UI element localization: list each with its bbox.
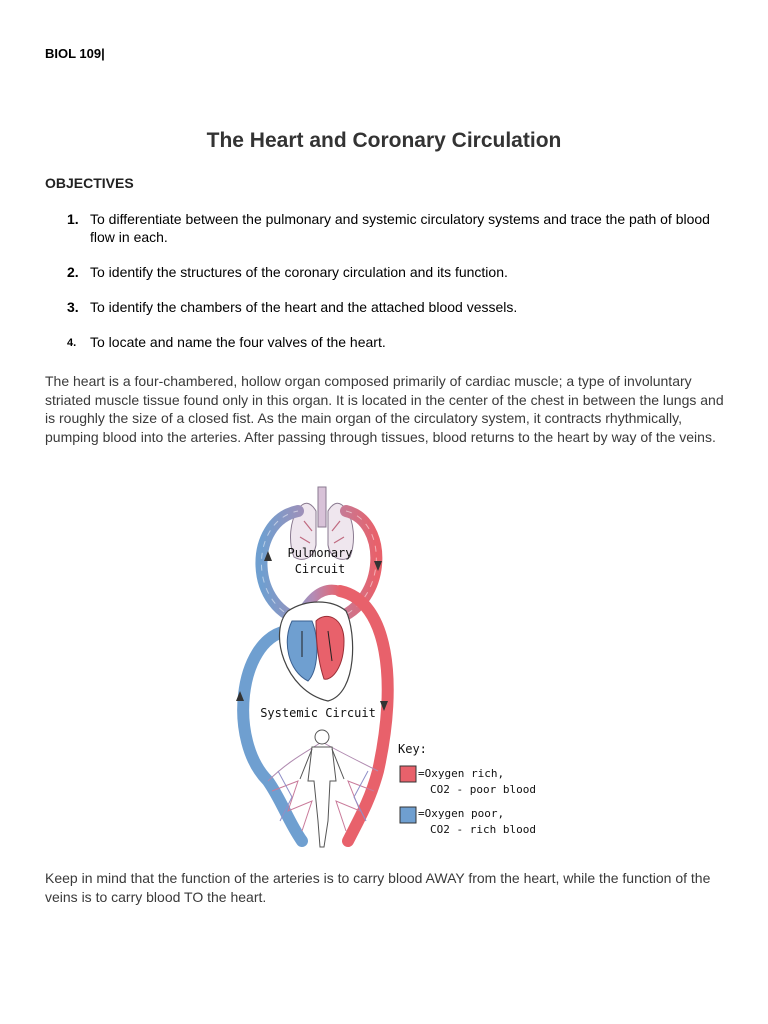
closing-paragraph: Keep in mind that the function of the arteries is to carry blood AWAY from the heart, while the function of the veins is to carry blood TO the heart.: [45, 870, 711, 905]
objective-text: To identify the structures of the coronary circulation and its function.: [90, 264, 508, 280]
pulmonary-label-line2: Circuit: [294, 562, 346, 576]
legend-swatch-oxygen-rich: [400, 766, 416, 782]
page-title: The Heart and Coronary Circulation: [206, 129, 562, 152]
systemic-label: Systemic Circuit: [260, 706, 376, 720]
heart-icon: [279, 602, 352, 701]
objective-number: 2.: [67, 264, 79, 280]
human-figure-icon: [300, 730, 344, 847]
legend: [398, 742, 536, 836]
legend-rich-line1: =Oxygen rich,: [418, 767, 505, 780]
legend-swatch-oxygen-poor: [400, 807, 416, 823]
objective-text: To differentiate between the pulmonary and systemic circulatory systems and trace the path of blood flow in each.: [90, 211, 710, 245]
objectives-list: [45, 210, 725, 351]
objective-number: 3.: [67, 299, 79, 315]
objective-item: [45, 333, 725, 351]
legend-rich-line2: CO2 - poor blood: [430, 783, 536, 796]
intro-paragraph: The heart is a four-chambered, hollow organ composed primarily of cardiac muscle; a type of involuntary striated muscle tissue found only in this organ. It is located in the center of the chest in between the lungs and is roughly the size of a closed fist. As the main organ of the circulatory system, it contracts rhythmically, pumping blood into the arteries. After passing through tissues, blood returns to the heart by way of the veins.: [45, 373, 724, 445]
circulation-diagram-svg: [228, 481, 544, 851]
objective-text: To locate and name the four valves of the heart.: [90, 334, 386, 350]
objective-item: [45, 210, 725, 246]
circulation-diagram: [228, 481, 544, 851]
legend-poor-line2: CO2 - rich blood: [430, 823, 536, 836]
objective-number: 4.: [67, 337, 77, 349]
legend-poor-line1: =Oxygen poor,: [418, 807, 505, 820]
objective-item: [45, 263, 725, 281]
objectives-heading: OBJECTIVES: [45, 175, 134, 191]
objective-number: 1.: [67, 211, 79, 227]
pulmonary-label: Pulmonary: [287, 546, 353, 560]
objective-item: [45, 298, 725, 316]
course-code: BIOL 109|: [45, 46, 105, 61]
objective-text: To identify the chambers of the heart and the attached blood vessels.: [90, 299, 518, 315]
legend-title: Key:: [398, 742, 427, 756]
